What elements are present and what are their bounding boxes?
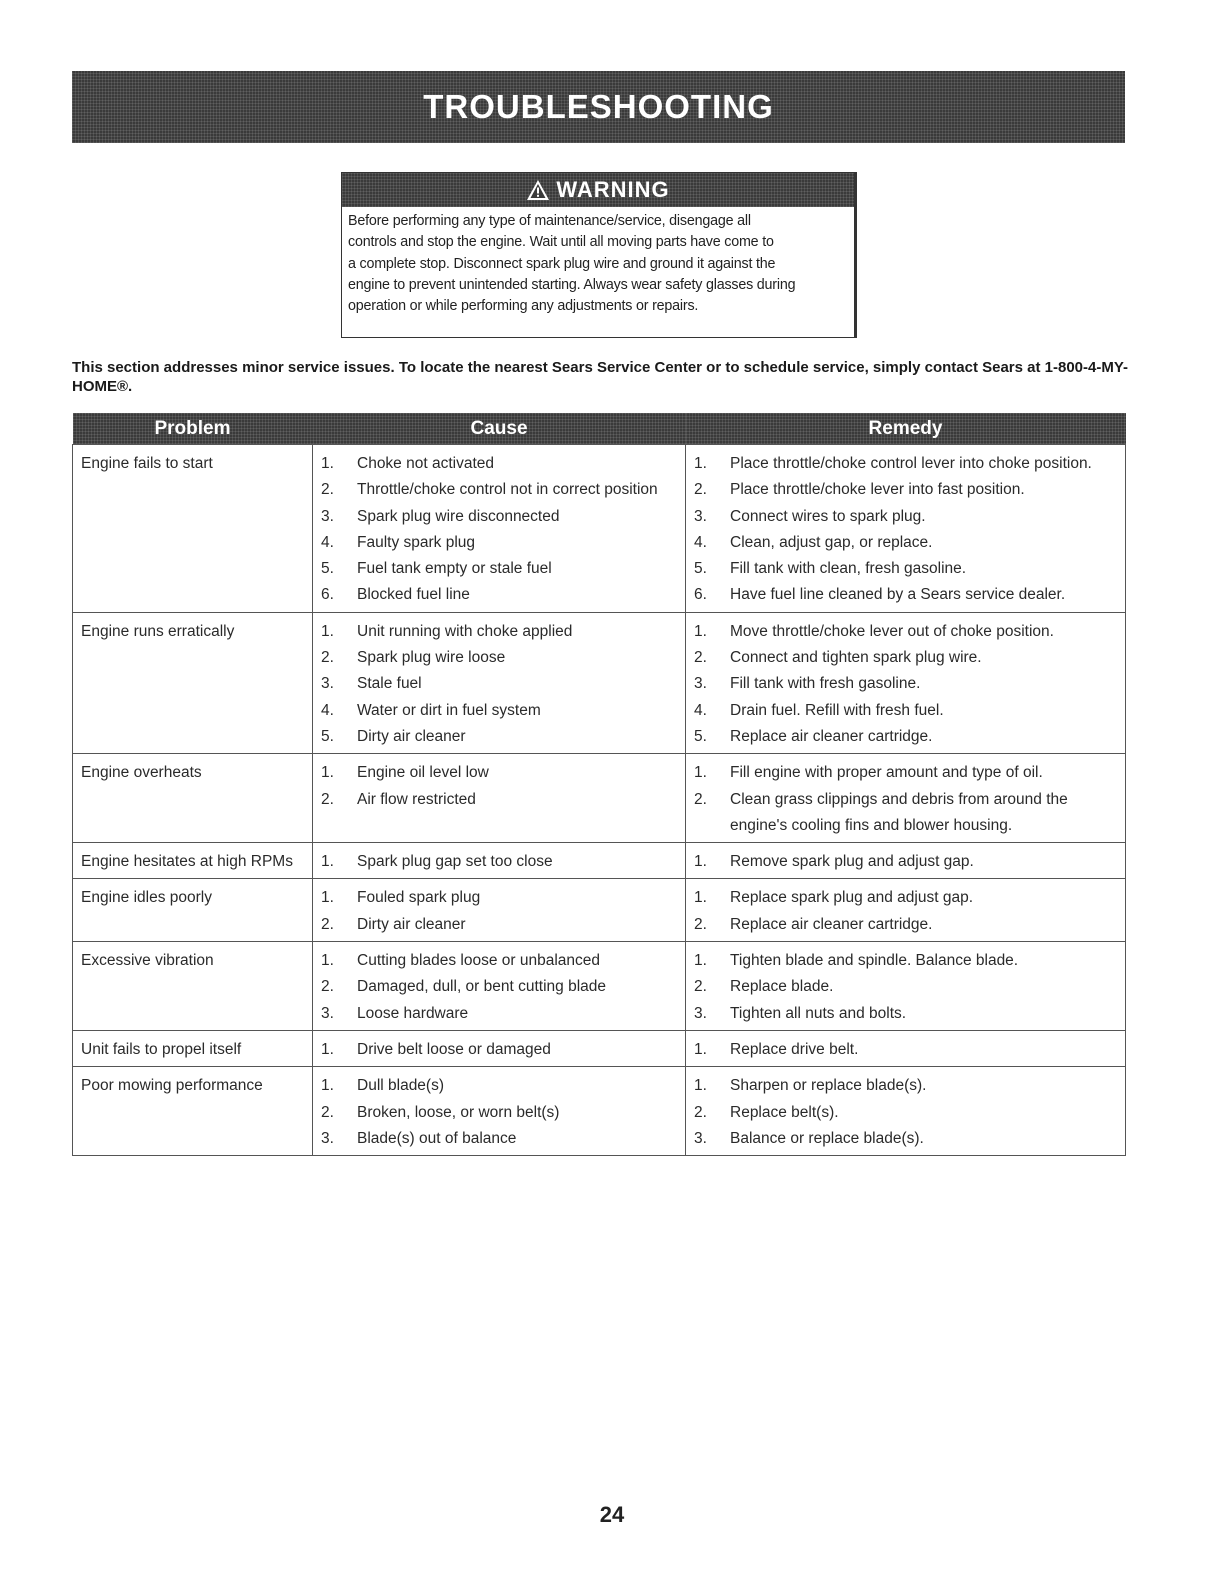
- cause-text: Fuel tank empty or stale fuel: [357, 560, 552, 578]
- remedy-number: 4.: [694, 533, 707, 551]
- remedy-item: [694, 1100, 1125, 1126]
- remedy-number: 1.: [694, 455, 707, 472]
- cause-text: Loose hardware: [357, 1004, 469, 1022]
- remedy-number: 3.: [694, 1129, 707, 1147]
- remedy-text: Replace belt(s).: [730, 1103, 839, 1121]
- cause-number: 2.: [321, 649, 334, 667]
- remedy-item: [694, 912, 1125, 938]
- remedy-item: [694, 477, 1125, 503]
- remedy-number: 1.: [694, 889, 707, 907]
- cause-text: Engine oil level low: [357, 764, 489, 782]
- remedy-text: Replace spark plug and adjust gap.: [730, 889, 973, 907]
- remedy-item: [694, 451, 1125, 477]
- remedy-item: [694, 1037, 1125, 1063]
- cause-number: 1.: [321, 952, 334, 970]
- warning-header: [342, 173, 854, 207]
- table-row: [73, 445, 1126, 613]
- cause-number: 2.: [321, 481, 334, 499]
- header-remedy: Remedy: [686, 413, 1126, 445]
- table-header-row: [73, 413, 1126, 445]
- cause-cell: [313, 612, 686, 753]
- cause-number: 3.: [321, 1004, 334, 1022]
- cause-item: [321, 1126, 685, 1152]
- remedy-number: 6.: [694, 586, 707, 604]
- remedy-item: [694, 1073, 1125, 1099]
- remedy-text: Remove spark plug and adjust gap.: [730, 853, 974, 871]
- remedy-number: 1.: [694, 764, 707, 782]
- cause-cell: [313, 843, 686, 879]
- remedy-item: [694, 1126, 1125, 1152]
- remedy-item: [694, 849, 1125, 875]
- cause-item: [321, 477, 685, 503]
- table-row: [73, 754, 1126, 843]
- table-row: [73, 1030, 1126, 1066]
- remedy-number: 4.: [694, 701, 707, 719]
- cause-number: 2.: [321, 915, 334, 933]
- cause-number: 5.: [321, 560, 334, 578]
- remedy-item: [694, 974, 1125, 1000]
- cause-text: Spark plug wire loose: [357, 649, 506, 667]
- cause-number: 2.: [321, 1103, 334, 1121]
- remedy-number: 1.: [694, 622, 707, 640]
- cause-text: Broken, loose, or worn belt(s): [357, 1103, 560, 1121]
- cause-number: 4.: [321, 533, 334, 551]
- cause-item: [321, 912, 685, 938]
- cause-number: 3.: [321, 507, 334, 525]
- remedy-item: [694, 504, 1125, 530]
- cause-item: [321, 556, 685, 582]
- cause-text: Stale fuel: [357, 675, 422, 693]
- remedy-number: 1.: [694, 853, 707, 871]
- cause-text: Water or dirt in fuel system: [357, 701, 541, 719]
- troubleshooting-table: [72, 413, 1126, 1156]
- cause-text: Air flow restricted: [357, 790, 476, 808]
- cause-item: [321, 1037, 685, 1063]
- cause-number: 1.: [321, 764, 334, 782]
- cause-number: 1.: [321, 455, 334, 472]
- cause-cell: [313, 754, 686, 843]
- remedy-text: Replace air cleaner cartridge.: [730, 915, 933, 933]
- table-body: [73, 445, 1126, 1156]
- table-row: [73, 1067, 1126, 1156]
- remedy-number: 1.: [694, 1040, 707, 1058]
- remedy-number: 1.: [694, 952, 707, 970]
- remedy-text: Fill tank with fresh gasoline.: [730, 675, 921, 693]
- cause-text: Fouled spark plug: [357, 889, 481, 907]
- cause-item: [321, 582, 685, 608]
- remedy-number: 1.: [694, 1077, 707, 1095]
- cause-item: [321, 1001, 685, 1027]
- cause-item: [321, 1073, 685, 1099]
- remedy-cell: [686, 879, 1126, 942]
- intro-paragraph: This section addresses minor service issues. To locate the nearest Sears Service Center or to schedule service, simply contact Sears at 1-800-4-MY-HOME®.: [72, 359, 1129, 395]
- cause-number: 6.: [321, 586, 334, 604]
- remedy-item: [694, 724, 1125, 750]
- remedy-text: Replace air cleaner cartridge.: [730, 727, 933, 745]
- cause-text: Unit running with choke applied: [357, 622, 573, 640]
- problem-cell: Engine overheats: [73, 754, 313, 843]
- remedy-item: [694, 787, 1125, 840]
- cause-item: [321, 849, 685, 875]
- cause-text: Blocked fuel line: [357, 586, 470, 604]
- remedy-item: [694, 698, 1125, 724]
- remedy-item: [694, 556, 1125, 582]
- cause-item: [321, 645, 685, 671]
- remedy-item: [694, 760, 1125, 786]
- page-number: 24: [599, 1502, 625, 1527]
- remedy-text: Drain fuel. Refill with fresh fuel.: [730, 701, 944, 719]
- problem-cell: Unit fails to propel itself: [73, 1030, 313, 1066]
- remedy-cell: [686, 612, 1126, 753]
- remedy-number: 2.: [694, 915, 707, 933]
- remedy-item: [694, 1001, 1125, 1027]
- remedy-text: Balance or replace blade(s).: [730, 1129, 924, 1147]
- cause-number: 5.: [321, 727, 334, 745]
- cause-item: [321, 1100, 685, 1126]
- remedy-number: 2.: [694, 649, 707, 667]
- cause-number: 1.: [321, 853, 334, 871]
- remedy-item: [694, 671, 1125, 697]
- remedy-item: [694, 645, 1125, 671]
- cause-text: Cutting blades loose or unbalanced: [357, 952, 601, 970]
- remedy-text: Fill engine with proper amount and type of oil.: [730, 764, 1043, 782]
- remedy-text: Move throttle/choke lever out of choke position.: [730, 622, 1054, 640]
- cause-text: Dirty air cleaner: [357, 727, 466, 745]
- remedy-item: [694, 619, 1125, 645]
- problem-cell: Poor mowing performance: [73, 1067, 313, 1156]
- remedy-cell: [686, 1030, 1126, 1066]
- cause-item: [321, 724, 685, 750]
- remedy-number: 5.: [694, 560, 707, 578]
- cause-text: Damaged, dull, or bent cutting blade: [357, 978, 607, 996]
- section-banner: [72, 71, 1125, 143]
- remedy-item: [694, 530, 1125, 556]
- remedy-text: Fill tank with clean, fresh gasoline.: [730, 560, 967, 578]
- table-row: [73, 612, 1126, 753]
- cause-item: [321, 948, 685, 974]
- cause-cell: [313, 445, 686, 613]
- warning-triangle-icon: [526, 179, 550, 201]
- remedy-number: 5.: [694, 727, 707, 745]
- remedy-text: Tighten all nuts and bolts.: [730, 1004, 907, 1022]
- problem-cell: Engine idles poorly: [73, 879, 313, 942]
- remedy-cell: [686, 843, 1126, 879]
- cause-text: Blade(s) out of balance: [357, 1129, 517, 1147]
- remedy-text: Replace blade.: [730, 978, 834, 996]
- cause-item: [321, 760, 685, 786]
- cause-item: [321, 787, 685, 813]
- section-title: TROUBLESHOOTING: [423, 88, 774, 125]
- cause-item: [321, 671, 685, 697]
- cause-number: 1.: [321, 622, 334, 640]
- remedy-item: [694, 885, 1125, 911]
- cause-number: 2.: [321, 978, 334, 996]
- cause-number: 2.: [321, 790, 334, 808]
- warning-text: Before performing any type of maintenance/service, disengage all controls and stop the engine. Wait until all moving parts have come to a complete stop. Disconnect spark plug wire and ground it against the engine to prevent unintended starting. Always wear safety glasses during operation or while performing any adjustments or repairs.: [348, 213, 796, 315]
- cause-text: Choke not activated: [357, 455, 495, 472]
- remedy-text: Sharpen or replace blade(s).: [730, 1077, 927, 1095]
- cause-item: [321, 698, 685, 724]
- cause-text: Dull blade(s): [357, 1077, 445, 1095]
- cause-number: 1.: [321, 1077, 334, 1095]
- cause-text: Spark plug gap set too close: [357, 853, 553, 871]
- problem-cell: Engine hesitates at high RPMs: [73, 843, 313, 879]
- cause-number: 4.: [321, 701, 334, 719]
- cause-number: 1.: [321, 889, 334, 907]
- remedy-text: Connect wires to spark plug.: [730, 507, 926, 525]
- remedy-text: Replace drive belt.: [730, 1040, 859, 1058]
- remedy-text: Place throttle/choke control lever into choke position.: [730, 455, 1092, 472]
- remedy-cell: [686, 445, 1126, 613]
- cause-cell: [313, 1030, 686, 1066]
- cause-number: 3.: [321, 1129, 334, 1147]
- cause-item: [321, 530, 685, 556]
- header-cause: Cause: [313, 413, 686, 445]
- cause-cell: [313, 1067, 686, 1156]
- warning-box: [341, 172, 857, 338]
- cause-item: [321, 885, 685, 911]
- remedy-text: Clean, adjust gap, or replace.: [730, 533, 933, 551]
- remedy-number: 2.: [694, 1103, 707, 1121]
- remedy-number: 2.: [694, 481, 707, 499]
- problem-cell: Excessive vibration: [73, 942, 313, 1031]
- remedy-number: 2.: [694, 790, 707, 808]
- remedy-text: Clean grass clippings and debris from around the engine's cooling fins and blower housing.: [730, 790, 1068, 834]
- remedy-cell: [686, 1067, 1126, 1156]
- remedy-number: 3.: [694, 1004, 707, 1022]
- cause-item: [321, 451, 685, 477]
- cause-number: 1.: [321, 1040, 334, 1058]
- cause-cell: [313, 942, 686, 1031]
- remedy-number: 3.: [694, 507, 707, 525]
- cause-text: Throttle/choke control not in correct position: [357, 481, 658, 499]
- cause-text: Spark plug wire disconnected: [357, 507, 560, 525]
- remedy-number: 2.: [694, 978, 707, 996]
- table-row: [73, 879, 1126, 942]
- remedy-text: Place throttle/choke lever into fast position.: [730, 481, 1025, 499]
- remedy-number: 3.: [694, 675, 707, 693]
- cause-cell: [313, 879, 686, 942]
- remedy-text: Connect and tighten spark plug wire.: [730, 649, 982, 667]
- cause-text: Faulty spark plug: [357, 533, 476, 551]
- cause-number: 3.: [321, 675, 334, 693]
- remedy-text: Have fuel line cleaned by a Sears service dealer.: [730, 586, 1066, 604]
- header-problem: Problem: [73, 413, 313, 445]
- remedy-text: Tighten blade and spindle. Balance blade.: [730, 952, 1019, 970]
- table-row: [73, 942, 1126, 1031]
- cause-item: [321, 504, 685, 530]
- remedy-cell: [686, 942, 1126, 1031]
- remedy-item: [694, 582, 1125, 608]
- cause-item: [321, 619, 685, 645]
- remedy-item: [694, 948, 1125, 974]
- warning-title: WARNING: [556, 177, 670, 202]
- remedy-cell: [686, 754, 1126, 843]
- problem-cell: Engine runs erratically: [73, 612, 313, 753]
- cause-text: Dirty air cleaner: [357, 915, 466, 933]
- table-row: [73, 843, 1126, 879]
- cause-item: [321, 974, 685, 1000]
- problem-cell: Engine fails to start: [73, 445, 313, 613]
- cause-text: Drive belt loose or damaged: [357, 1040, 551, 1058]
